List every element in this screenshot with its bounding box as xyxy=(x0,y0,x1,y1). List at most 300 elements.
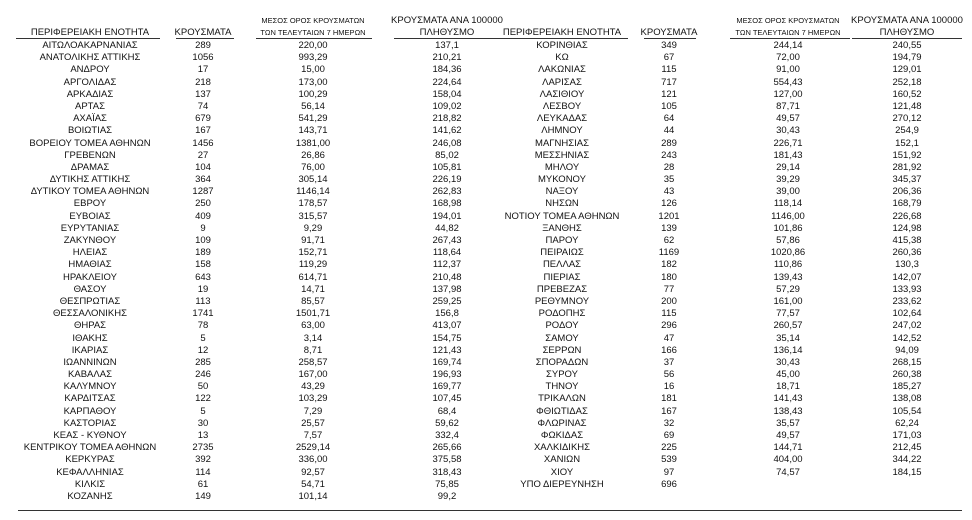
avg-cell: 74,57 xyxy=(776,466,800,478)
cases-cell: 77 xyxy=(663,283,675,295)
region-cell: ΚΟΖΑΝΗΣ xyxy=(67,490,113,502)
table-row xyxy=(10,198,498,210)
table-row xyxy=(488,381,968,393)
avg-cell: 260,57 xyxy=(773,320,803,332)
per100k-cell: 142,52 xyxy=(892,332,922,344)
region-cell: ΕΥΡΥΤΑΝΙΑΣ xyxy=(60,222,120,234)
cases-cell: 289 xyxy=(661,137,677,149)
cases-cell: 19 xyxy=(197,283,209,295)
cases-cell: 5 xyxy=(200,405,206,417)
per100k-cell: 109,02 xyxy=(432,100,462,112)
table-row xyxy=(488,247,968,259)
cases-cell: 126 xyxy=(661,198,677,210)
table-row xyxy=(488,296,968,308)
cases-cell: 158 xyxy=(195,259,211,271)
cases-cell: 64 xyxy=(663,113,675,125)
avg-cell: 57,86 xyxy=(776,235,800,246)
table-row xyxy=(488,223,968,235)
avg-cell: 49,57 xyxy=(776,430,800,441)
per100k-cell: 260,36 xyxy=(892,247,922,259)
table-row xyxy=(10,442,498,454)
header-cases: ΚΡΟΥΣΜΑΤΑ xyxy=(174,27,232,38)
per100k-cell: 94,09 xyxy=(895,344,919,356)
table-row xyxy=(488,284,968,296)
cases-cell: 1056 xyxy=(192,52,214,64)
region-cell: ΔΥΤΙΚΟΥ ΤΟΜΕΑ ΑΘΗΝΩΝ xyxy=(30,186,150,198)
region-cell: ΘΕΣΠΡΩΤΙΑΣ xyxy=(59,295,121,307)
avg-cell: 119,29 xyxy=(298,259,328,271)
avg-cell: 7,29 xyxy=(303,405,323,417)
avg-cell: 541,29 xyxy=(298,113,328,125)
region-cell: ΣΑΜΟΥ xyxy=(545,332,579,344)
per100k-cell: 105,81 xyxy=(432,161,462,173)
avg-cell: 336,00 xyxy=(298,454,328,466)
per100k-cell: 75,85 xyxy=(435,478,459,490)
region-cell: ΦΛΩΡΙΝΑΣ xyxy=(537,417,587,429)
per100k-cell: 158,04 xyxy=(432,88,462,100)
cases-cell: 115 xyxy=(661,308,677,320)
per100k-cell: 224,64 xyxy=(432,76,462,88)
avg-cell: 101,86 xyxy=(773,222,803,234)
table-row xyxy=(10,247,498,259)
avg-cell: 30,43 xyxy=(776,125,800,137)
avg-cell: 85,57 xyxy=(301,295,325,307)
header-underline xyxy=(730,38,850,39)
avg-cell: 173,00 xyxy=(298,76,328,88)
region-cell: ΝΑΞΟΥ xyxy=(545,186,579,198)
table-row xyxy=(488,150,968,162)
per100k-cell: 62,24 xyxy=(895,417,919,429)
per100k-cell: 260,38 xyxy=(892,369,922,381)
per100k-cell: 151,92 xyxy=(892,149,922,161)
avg-cell: 45,00 xyxy=(776,369,800,381)
per100k-cell: 375,58 xyxy=(432,454,462,466)
table-row xyxy=(488,186,968,198)
avg-cell: 14,71 xyxy=(301,283,325,295)
cases-cell: 243 xyxy=(661,149,677,161)
table-row xyxy=(10,162,498,174)
region-cell: ΛΑΣΙΘΙΟΥ xyxy=(539,88,585,100)
cases-cell: 105 xyxy=(661,100,677,112)
cases-cell: 137 xyxy=(195,88,211,100)
cases-cell: 113 xyxy=(195,295,211,307)
table-row xyxy=(488,259,968,271)
cases-cell: 139 xyxy=(661,222,677,234)
cases-cell: 167 xyxy=(195,125,211,137)
cases-cell: 296 xyxy=(661,320,677,332)
table-row xyxy=(488,467,968,479)
table-row xyxy=(488,52,968,64)
region-cell: ΛΕΥΚΑΔΑΣ xyxy=(536,113,588,125)
header-underline xyxy=(394,38,498,39)
cases-cell: 1741 xyxy=(192,308,214,320)
per100k-cell: 194,79 xyxy=(892,52,922,64)
region-cell: ΓΡΕΒΕΝΩΝ xyxy=(64,149,116,161)
per100k-cell: 68,4 xyxy=(437,405,457,417)
table-row xyxy=(10,40,498,52)
cases-cell: 9 xyxy=(200,222,206,234)
region-cell: ΒΟΡΕΙΟΥ ΤΟΜΕΑ ΑΘΗΝΩΝ xyxy=(29,137,151,149)
per100k-cell: 259,25 xyxy=(432,295,462,307)
table-row xyxy=(10,223,498,235)
region-cell: ΔΡΑΜΑΣ xyxy=(70,161,110,173)
cases-cell: 13 xyxy=(197,430,209,441)
table-row xyxy=(10,272,498,284)
table-row xyxy=(10,77,498,89)
region-cell: ΛΗΜΝΟΥ xyxy=(541,125,583,137)
per100k-cell: 169,74 xyxy=(432,356,462,368)
region-cell: ΕΥΒΟΙΑΣ xyxy=(69,210,111,222)
avg-cell: 92,57 xyxy=(301,466,325,478)
per100k-cell: 124,98 xyxy=(892,222,922,234)
region-cell: ΘΗΡΑΣ xyxy=(73,320,107,332)
per100k-cell: 210,48 xyxy=(432,271,462,283)
per100k-cell: 160,52 xyxy=(892,88,922,100)
region-cell: ΚΑΣΤΟΡΙΑΣ xyxy=(63,417,117,429)
avg-cell: 305,14 xyxy=(298,174,328,186)
cases-cell: 27 xyxy=(197,149,209,161)
table-row xyxy=(10,174,498,186)
per100k-cell: 141,62 xyxy=(432,125,462,137)
cases-cell: 74 xyxy=(197,100,209,112)
cases-cell: 114 xyxy=(195,466,211,478)
region-cell: ΙΘΑΚΗΣ xyxy=(72,332,108,344)
cases-cell: 149 xyxy=(195,490,211,502)
per100k-cell: 152,1 xyxy=(895,137,919,149)
region-cell: ΠΡΕΒΕΖΑΣ xyxy=(536,283,588,295)
cases-cell: 717 xyxy=(661,76,677,88)
table-row xyxy=(488,308,968,320)
region-cell: ΧΑΛΚΙΔΙΚΗΣ xyxy=(533,442,591,454)
table-row xyxy=(10,369,498,381)
table-row xyxy=(10,296,498,308)
region-cell: ΡΟΔΟΠΗΣ xyxy=(538,308,586,320)
table-row xyxy=(488,272,968,284)
table-row xyxy=(10,52,498,64)
avg-cell: 118,14 xyxy=(773,198,803,210)
header-per100k-line2: ΠΛΗΘΥΣΜΟ xyxy=(419,27,475,38)
left-table-body xyxy=(10,40,498,503)
region-cell: ΘΑΣΟΥ xyxy=(73,283,107,295)
table-row xyxy=(488,89,968,101)
cases-cell: 225 xyxy=(661,442,677,454)
cases-cell: 32 xyxy=(663,417,675,429)
region-cell: ΝΗΣΩΝ xyxy=(545,198,579,210)
cases-cell: 69 xyxy=(663,430,675,441)
avg-cell: 1146,14 xyxy=(296,186,330,198)
header-cases: ΚΡΟΥΣΜΑΤΑ xyxy=(640,27,698,38)
region-cell: ΚΑΡΠΑΘΟΥ xyxy=(63,405,117,417)
avg-cell: 39,29 xyxy=(776,174,800,186)
region-cell: ΦΩΚΙΔΑΣ xyxy=(540,430,584,441)
avg-cell: 103,29 xyxy=(298,393,328,405)
avg-cell: 141,43 xyxy=(773,393,803,405)
avg-cell: 7,57 xyxy=(303,430,323,441)
region-cell: ΠΕΛΛΑΣ xyxy=(542,259,582,271)
per100k-cell: 268,15 xyxy=(892,356,922,368)
cases-cell: 285 xyxy=(195,356,211,368)
per100k-cell: 246,08 xyxy=(432,137,462,149)
per100k-cell: 210,21 xyxy=(432,52,462,64)
region-cell: ΥΠΟ ΔΙΕΡΕΥΝΗΣΗ xyxy=(520,478,604,490)
avg-cell: 15,00 xyxy=(301,64,325,76)
cases-cell: 109 xyxy=(195,235,211,246)
per100k-cell: 59,62 xyxy=(435,417,459,429)
per100k-cell: 112,37 xyxy=(432,259,462,271)
region-cell: ΠΕΙΡΑΙΩΣ xyxy=(540,247,584,259)
table-row xyxy=(10,235,498,247)
per100k-cell: 218,82 xyxy=(432,113,462,125)
cases-cell: 1456 xyxy=(192,137,214,149)
cases-cell: 289 xyxy=(195,40,211,51)
table-row xyxy=(10,125,498,137)
region-cell: ΚΑΒΑΛΑΣ xyxy=(68,369,112,381)
table-row xyxy=(10,284,498,296)
region-cell: ΛΑΚΩΝΙΑΣ xyxy=(538,64,586,76)
cases-cell: 409 xyxy=(195,210,211,222)
per100k-cell: 156,8 xyxy=(435,308,459,320)
cases-cell: 115 xyxy=(661,64,677,76)
region-cell: ΑΡΓΟΛΙΔΑΣ xyxy=(63,76,117,88)
per100k-cell: 118,64 xyxy=(432,247,462,259)
cases-cell: 1201 xyxy=(658,210,680,222)
table-row xyxy=(488,357,968,369)
avg-cell: 3,14 xyxy=(303,332,323,344)
table-row xyxy=(10,418,498,430)
table-row xyxy=(10,64,498,76)
cases-cell: 392 xyxy=(195,454,211,466)
per100k-cell: 99,2 xyxy=(437,490,457,502)
region-cell: ΚΑΡΔΙΤΣΑΣ xyxy=(64,393,116,405)
cases-cell: 43 xyxy=(663,186,675,198)
per100k-cell: 133,93 xyxy=(892,283,922,295)
region-cell: ΜΕΣΣΗΝΙΑΣ xyxy=(534,149,590,161)
table-row xyxy=(488,418,968,430)
header-underline xyxy=(176,38,234,39)
table-row xyxy=(488,40,968,52)
avg-cell: 2529,14 xyxy=(295,442,331,454)
cases-cell: 104 xyxy=(195,161,211,173)
avg-cell: 18,71 xyxy=(776,381,800,393)
region-cell: ΙΚΑΡΙΑΣ xyxy=(71,344,109,356)
region-cell: ΛΑΡΙΣΑΣ xyxy=(542,76,582,88)
avg-cell: 29,14 xyxy=(776,161,800,173)
cases-cell: 166 xyxy=(661,344,677,356)
header-avg-line2: ΤΩΝ ΤΕΛΕΥΤΑΙΩΝ 7 ΗΜΕΡΩΝ xyxy=(260,28,366,37)
avg-cell: 101,14 xyxy=(298,490,328,502)
cases-cell: 5 xyxy=(200,332,206,344)
cases-cell: 180 xyxy=(661,271,677,283)
region-cell: ΚΟΡΙΝΘΙΑΣ xyxy=(536,40,588,51)
region-cell: ΖΑΚΥΝΘΟΥ xyxy=(63,235,117,246)
region-cell: ΚΕΑΣ - ΚΥΘΝΟΥ xyxy=(53,430,127,441)
region-cell: ΜΑΓΝΗΣΙΑΣ xyxy=(535,137,589,149)
cases-cell: 47 xyxy=(663,332,675,344)
table-row xyxy=(10,150,498,162)
table-row xyxy=(488,64,968,76)
avg-cell: 77,57 xyxy=(776,308,800,320)
per100k-cell: 233,62 xyxy=(892,295,922,307)
left-table-header xyxy=(10,12,503,38)
per100k-cell: 154,75 xyxy=(432,332,462,344)
per100k-cell: 262,83 xyxy=(432,186,462,198)
table-row xyxy=(10,320,498,332)
region-cell: ΡΟΔΟΥ xyxy=(545,320,579,332)
region-cell: ΚΕΦΑΛΛΗΝΙΑΣ xyxy=(56,466,124,478)
cases-cell: 2735 xyxy=(192,442,214,454)
table-row xyxy=(488,430,968,442)
header-per100k-line1: ΚΡΟΥΣΜΑΤΑ ΑΝΑ 100000 xyxy=(391,15,503,26)
table-row xyxy=(488,162,968,174)
right-table-header xyxy=(488,12,968,38)
header-per100k-line1: ΚΡΟΥΣΜΑΤΑ ΑΝΑ 100000 xyxy=(851,15,963,26)
cases-cell: 1169 xyxy=(658,247,680,259)
region-cell: ΧΑΝΙΩΝ xyxy=(543,454,581,466)
region-cell: ΣΥΡΟΥ xyxy=(546,369,578,381)
avg-cell: 144,71 xyxy=(773,442,803,454)
header-underline xyxy=(852,38,962,39)
avg-cell: 143,71 xyxy=(298,125,328,137)
header-avg-line1: ΜΕΣΟΣ ΟΡΟΣ ΚΡΟΥΣΜΑΤΩΝ xyxy=(736,16,840,25)
cases-cell: 28 xyxy=(663,161,675,173)
per100k-cell: 121,43 xyxy=(432,344,462,356)
avg-cell: 127,00 xyxy=(773,88,803,100)
per100k-cell: 318,43 xyxy=(432,466,462,478)
avg-cell: 178,57 xyxy=(298,198,328,210)
avg-cell: 167,00 xyxy=(298,369,328,381)
avg-cell: 49,57 xyxy=(776,113,800,125)
per100k-cell: 102,64 xyxy=(892,308,922,320)
per100k-cell: 267,43 xyxy=(432,235,462,246)
region-cell: ΣΕΡΡΩΝ xyxy=(542,344,582,356)
avg-cell: 76,00 xyxy=(301,161,325,173)
cases-cell: 643 xyxy=(195,271,211,283)
table-row xyxy=(488,406,968,418)
per100k-cell: 240,55 xyxy=(892,40,922,51)
avg-cell: 30,43 xyxy=(776,356,800,368)
region-cell: ΚΙΛΚΙΣ xyxy=(74,478,106,490)
per100k-cell: 184,36 xyxy=(432,64,462,76)
region-cell: ΜΥΚΟΝΟΥ xyxy=(538,174,586,186)
avg-cell: 1501,71 xyxy=(295,308,331,320)
avg-cell: 1020,86 xyxy=(770,247,806,259)
cases-cell: 16 xyxy=(663,381,675,393)
cases-cell: 167 xyxy=(661,405,677,417)
cases-cell: 182 xyxy=(661,259,677,271)
avg-cell: 72,00 xyxy=(776,52,800,64)
avg-cell: 258,57 xyxy=(298,356,328,368)
per100k-cell: 332,4 xyxy=(435,430,459,441)
cases-cell: 364 xyxy=(195,174,211,186)
cases-cell: 218 xyxy=(195,76,211,88)
table-row xyxy=(10,89,498,101)
avg-cell: 57,29 xyxy=(776,283,800,295)
per100k-cell: 130,3 xyxy=(895,259,919,271)
region-cell: ΚΑΛΥΜΝΟΥ xyxy=(63,381,117,393)
cases-cell: 30 xyxy=(197,417,209,429)
cases-cell: 181 xyxy=(661,393,677,405)
region-cell: ΑΧΑΪΑΣ xyxy=(73,113,107,125)
per100k-cell: 226,19 xyxy=(432,174,462,186)
table-row xyxy=(10,333,498,345)
region-cell: ΜΗΛΟΥ xyxy=(544,161,580,173)
avg-cell: 993,29 xyxy=(298,52,328,64)
table-row xyxy=(488,369,968,381)
avg-cell: 1381,00 xyxy=(295,137,331,149)
region-cell: ΑΡΚΑΔΙΑΣ xyxy=(66,88,114,100)
table-row xyxy=(10,393,498,405)
region-cell: ΔΥΤΙΚΗΣ ΑΤΤΙΚΗΣ xyxy=(49,174,131,186)
table-row xyxy=(488,393,968,405)
per100k-cell: 85,02 xyxy=(435,149,459,161)
per100k-cell: 270,12 xyxy=(892,113,922,125)
avg-cell: 56,14 xyxy=(301,100,325,112)
table-row xyxy=(10,138,498,150)
region-cell: ΑΝΑΤΟΛΙΚΗΣ ΑΤΤΙΚΗΣ xyxy=(39,52,141,64)
avg-cell: 91,71 xyxy=(301,235,325,246)
per100k-cell: 344,22 xyxy=(892,454,922,466)
avg-cell: 110,86 xyxy=(773,259,803,271)
region-cell: ΣΠΟΡΑΔΩΝ xyxy=(535,356,589,368)
header-avg-line2: ΤΩΝ ΤΕΛΕΥΤΑΙΩΝ 7 ΗΜΕΡΩΝ xyxy=(735,28,841,37)
table-row xyxy=(10,357,498,369)
cases-cell: 696 xyxy=(661,478,677,490)
region-cell: ΑΝΔΡΟΥ xyxy=(70,64,110,76)
per100k-cell: 44,82 xyxy=(435,222,459,234)
table-row xyxy=(488,174,968,186)
table-row xyxy=(10,467,498,479)
cases-cell: 56 xyxy=(663,369,675,381)
per100k-cell: 194,01 xyxy=(432,210,462,222)
cases-cell: 62 xyxy=(663,235,675,246)
region-cell: ΗΡΑΚΛΕΙΟΥ xyxy=(63,271,117,283)
per100k-cell: 142,07 xyxy=(892,271,922,283)
region-cell: ΑΡΤΑΣ xyxy=(75,100,105,112)
table-row xyxy=(488,479,968,491)
cases-cell: 539 xyxy=(661,454,677,466)
per100k-cell: 168,98 xyxy=(432,198,462,210)
cases-cell: 1287 xyxy=(192,186,214,198)
region-cell: ΘΕΣΣΑΛΟΝΙΚΗΣ xyxy=(53,308,127,320)
avg-cell: 35,57 xyxy=(776,417,800,429)
per100k-cell: 413,07 xyxy=(432,320,462,332)
table-row xyxy=(10,308,498,320)
region-cell: ΚΩ xyxy=(555,52,569,64)
per100k-cell: 252,18 xyxy=(892,76,922,88)
table-row xyxy=(10,479,498,491)
per100k-cell: 129,01 xyxy=(892,64,922,76)
per100k-cell: 265,66 xyxy=(432,442,462,454)
avg-cell: 404,00 xyxy=(773,454,803,466)
per100k-cell: 121,48 xyxy=(892,100,922,112)
cases-cell: 44 xyxy=(663,125,675,137)
cases-cell: 37 xyxy=(663,356,675,368)
cases-cell: 61 xyxy=(197,478,209,490)
per100k-cell: 138,08 xyxy=(892,393,922,405)
per100k-cell: 185,27 xyxy=(892,381,922,393)
avg-cell: 100,29 xyxy=(298,88,328,100)
cases-cell: 349 xyxy=(661,40,677,51)
region-cell: ΚΕΝΤΡΙΚΟΥ ΤΟΜΕΑ ΑΘΗΝΩΝ xyxy=(23,442,157,454)
cases-cell: 50 xyxy=(197,381,209,393)
region-cell: ΚΕΡΚΥΡΑΣ xyxy=(65,454,115,466)
region-cell: ΗΛΕΙΑΣ xyxy=(72,247,108,259)
region-cell: ΑΙΤΩΛΟΑΚΑΡΝΑΝΙΑΣ xyxy=(42,40,138,51)
header-avg-line1: ΜΕΣΟΣ ΟΡΟΣ ΚΡΟΥΣΜΑΤΩΝ xyxy=(261,16,365,25)
region-cell: ΦΘΙΩΤΙΔΑΣ xyxy=(536,405,588,417)
table-row xyxy=(10,113,498,125)
avg-cell: 136,14 xyxy=(773,344,803,356)
